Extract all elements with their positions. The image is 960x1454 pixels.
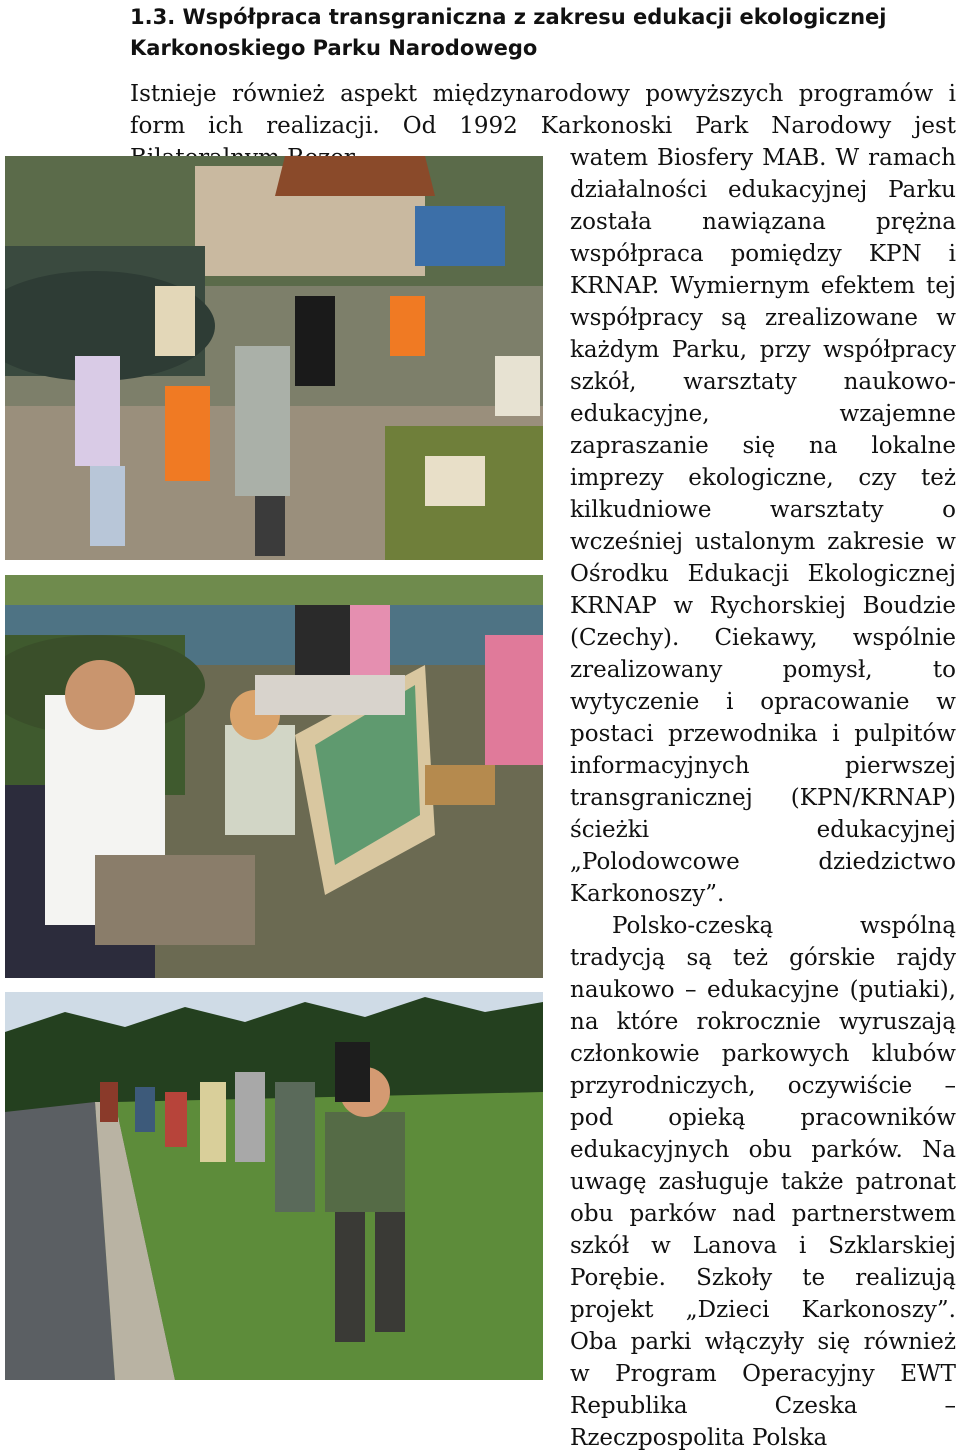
section-heading-line-1: 1.3. Współpraca transgraniczna z zakresu edukacji ekologicznej — [130, 5, 887, 29]
section-heading — [130, 2, 930, 64]
section-heading-line-2: Karkonoskiego Parku Narodowego — [130, 36, 538, 60]
paragraph-cooperation: watem Biosfery MAB. W ramach działalności edukacyjnej Parku została nawiązana prężna współpraca pomiędzy KPN i KRNAP. Wymiernym efektem tej współpracy są zrealizowane w każdym Parku, przy współpracy szkół, warsztaty naukowo-edukacyjne, wzajemne zapraszanie się na lokalne imprezy ekologiczne, czy też kilkudniowe warsztaty o wcześniej ustalonym zakresie w Ośrodku Edukacji Ekologicznej KRNAP w Rychorskiej Boudzie (Czechy). Ciekawy, wspólnie zrealizowany pomysł, to wytyczenie i opracowanie w postaci przewodnika i pulpitów informacyjnych pierwszej transgranicznej (KPN/KRNAP) ścieżki edukacyjnej „Polodowcowe dziedzictwo Karkonoszy”. — [570, 145, 956, 907]
photo-painting-by-lake — [5, 575, 543, 978]
paragraph-traditions: Polsko-czeską wspólną tradycją są też górskie rajdy naukowo – edukacyjne (putiaki), na które rokrocznie wyruszają członkowie parkowych klubów przyrodniczych, oczywiście – pod opieką pracowników edukacyjnych obu parków. Na uwagę zasługuje także patronat obu parków nad partnerstwem szkół w Lanova i Szklarskiej Porębie. Szkoły te realizują projekt „Dzieci Karkonoszy”. Oba parki włączyły się również w Program Operacyjny EWT Republika Czeska – Rzeczpospolita Polska — [570, 913, 956, 1451]
photo-hikers — [5, 992, 543, 1380]
text-column — [570, 142, 956, 1454]
photo-painting-workshop — [5, 156, 543, 560]
intro-paragraph: Istnieje również aspekt międzynarodowy powyższych programów i form ich realizacji. Od 1992 Karkonoski Park Narodowy jest — [130, 81, 956, 139]
